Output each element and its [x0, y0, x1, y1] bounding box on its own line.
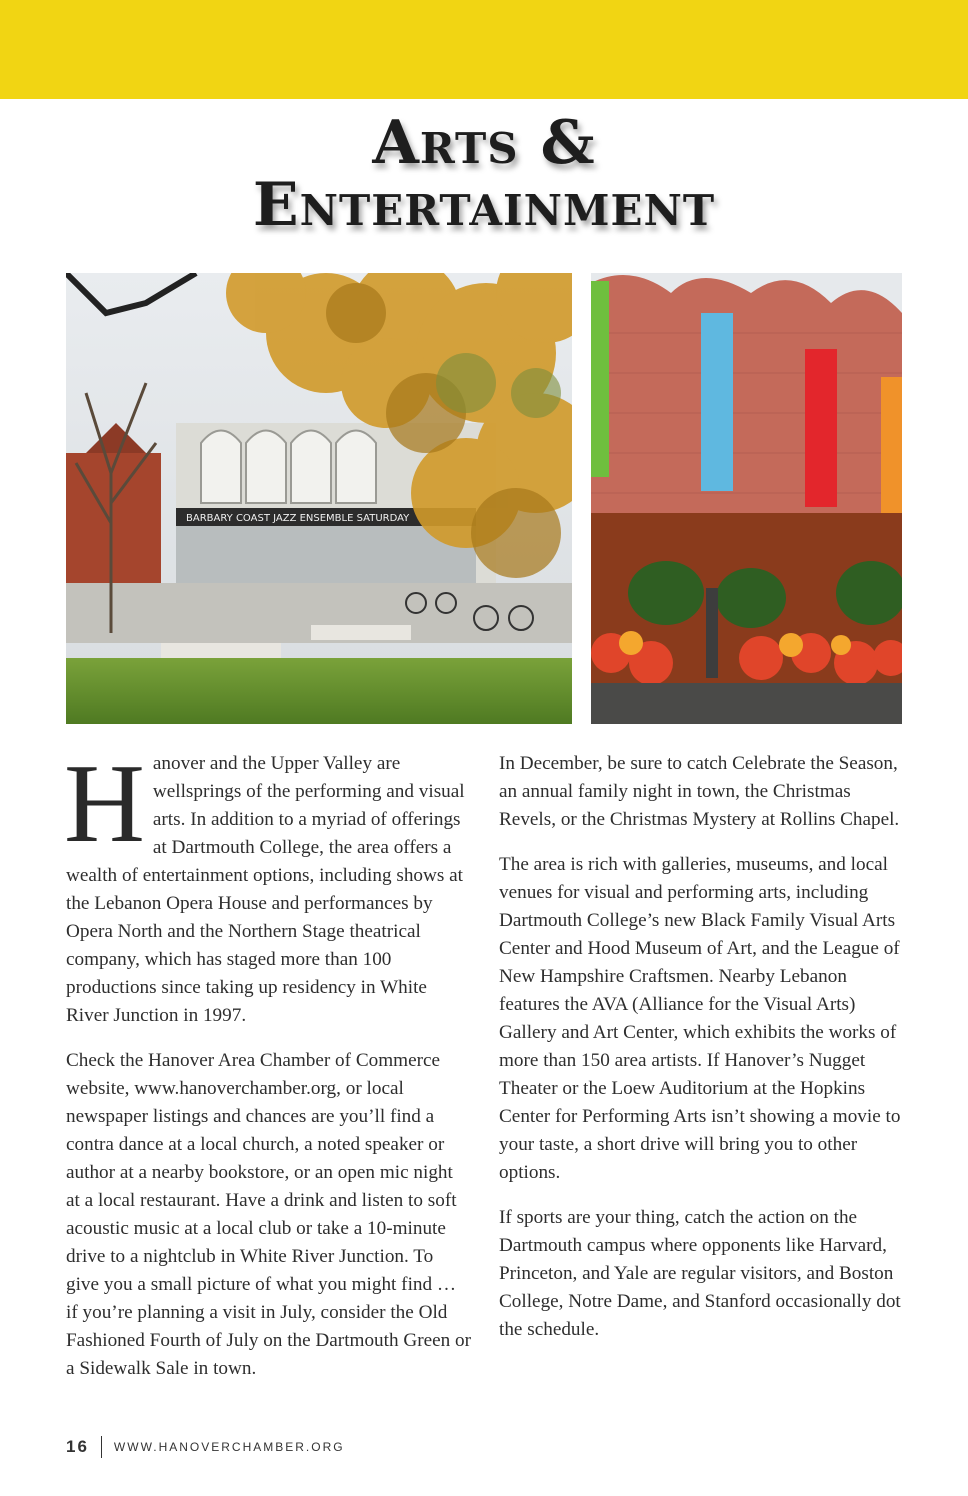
page-number: 16: [66, 1437, 89, 1456]
paragraph-text: anover and the Upper Valley are wellsprings of the performing and visual arts. In addition to a myriad of offerings at Dartmouth College, the area offers a wealth of entertainment options, including shows at the Lebanon Opera House and performances by Opera North and the Northern Stage theatrical company, which has staged more than 100 productions since taking up residency in White River Junction in 1997.: [66, 753, 465, 1026]
title-line-2: Entertainment: [252, 170, 716, 240]
title-line-1: Arts &: [372, 108, 596, 178]
top-accent-bar: [0, 0, 968, 99]
article-paragraph: In December, be sure to catch Celebrate the Season, an annual family night in town, the Christmas Revels, or the Christmas Mystery at Rollins Chapel.: [499, 753, 900, 830]
article-paragraph: [64, 742, 471, 1030]
article-column-right: [499, 750, 904, 1361]
page-title: [0, 108, 968, 240]
article-paragraph: If sports are your thing, catch the action on the Dartmouth campus where opponents like Harvard, Princeton, and Yale are regular visitors, and Boston College, Notre Dame, and Stanford occasionally dot the schedule.: [499, 1207, 901, 1340]
black-family-arts-center-photo: [591, 273, 902, 724]
page-footer: [66, 1436, 345, 1458]
drop-cap: H: [64, 742, 145, 866]
footer-divider: [101, 1436, 102, 1458]
hopkins-center-photo: [66, 273, 572, 724]
article-paragraph: Check the Hanover Area Chamber of Commerce website, www.hanoverchamber.org, or local newspaper listings and chances are you’ll find a contra dance at a local church, a noted speaker or author at a nearby bookstore, or an open mic night at a local restaurant. Have a drink and listen to soft acoustic music at a local club or take a 10-minute drive to a nightclub in White River Junction. To give you a small picture of what you might find … if you’re planning a visit in July, consider the Old Fashioned Fourth of July on the Dartmouth Green or a Sidewalk Sale in town.: [66, 1050, 472, 1379]
theater-sign-text: BARBARY COAST JAZZ ENSEMBLE SATURDAY: [186, 513, 410, 524]
footer-url: WWW.HANOVERCHAMBER.ORG: [113, 1440, 345, 1454]
article-paragraph: The area is rich with galleries, museums, and local venues for visual and performing arts, including Dartmouth College’s new Black Family Visual Arts Center and Hood Museum of Art, and the League of New Hampshire Craftsmen. Nearby Lebanon features the AVA (Alliance for the Visual Arts) Gallery and Art Center, which exhibits the works of more than 150 area artists. If Hanover’s Nugget Theater or the Loew Auditorium at the Hopkins Center for Performing Arts isn’t showing a movie to your taste, a short drive will bring you to other options.: [499, 854, 901, 1183]
article-column-left: [64, 742, 472, 1400]
